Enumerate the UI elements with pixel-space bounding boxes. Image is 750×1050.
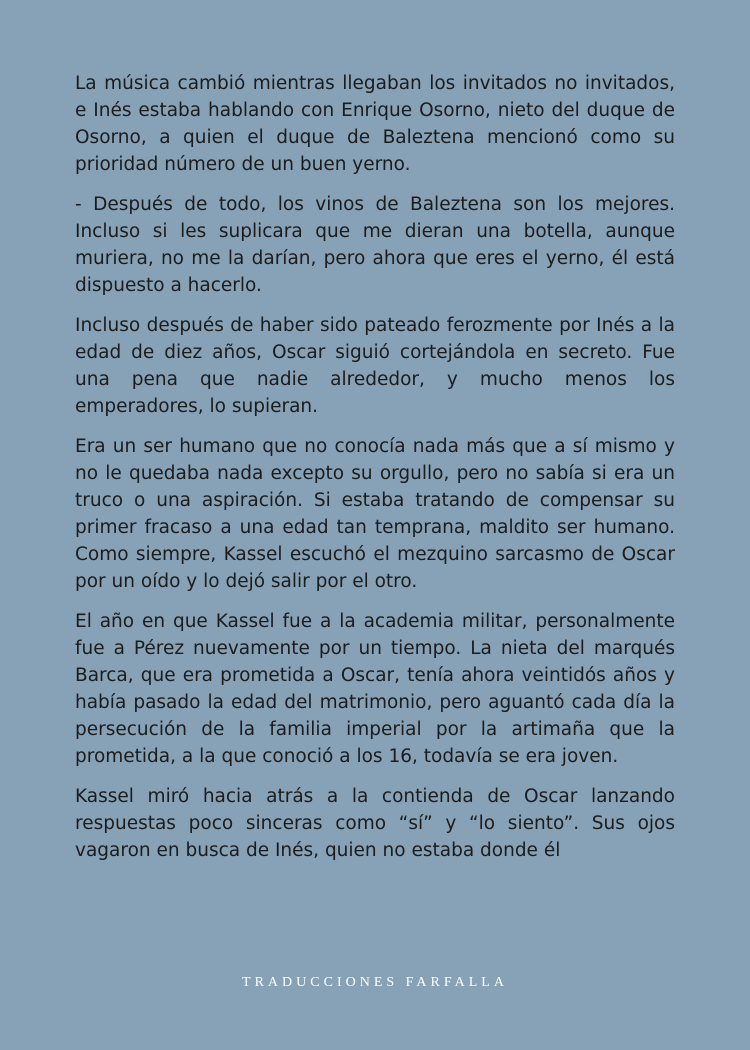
body-text [75, 70, 675, 877]
paragraph-6: Kassel miró hacia atrás a la contienda de Oscar lanzando respuestas poco sinceras como “sí” y “lo siento”. Sus ojos vagaron en busca de Inés, quien no estaba donde él [75, 786, 675, 861]
paragraph-1: La música cambió mientras llegaban los invitados no invitados, e Inés estaba hablando con Enrique Osorno, nieto del duque de Osorno, a quien el duque de Baleztena mencionó como su prioridad número de un buen yerno. [75, 73, 675, 175]
paragraph-4: Era un ser humano que no conocía nada más que a sí mismo y no le quedaba nada excepto su orgullo, pero no sabía si era un truco o una aspiración. Si estaba tratando de compensar su primer fracaso a una edad tan temprana, maldito ser humano. Como siempre, Kassel escuchó el mezquino sarcasmo de Oscar por un oído y lo dejó salir por el otro. [75, 436, 675, 592]
paragraph-2: - Después de todo, los vinos de Baleztena son los mejores. Incluso si les suplicara que me dieran una botella, aunque muriera, no me la darían, pero ahora que eres el yerno, él está dispuesto a hacerlo. [75, 194, 675, 296]
paragraph-3: Incluso después de haber sido pateado ferozmente por Inés a la edad de diez años, Oscar siguió cortejándola en secreto. Fue una pena que nadie alrededor, y mucho menos los emperadores, lo supieran. [75, 315, 675, 417]
paragraph-5: El año en que Kassel fue a la academia militar, personalmente fue a Pérez nuevamente por un tiempo. La nieta del marqués Barca, que era prometida a Oscar, tenía ahora veintidós años y había pasado la edad del matrimonio, pero aguantó cada día la persecución de la familia imperial por la artimaña que la prometida, a la que conoció a los 16, todavía se era joven. [75, 611, 675, 767]
footer-credit: TRADUCCIONES FARFALLA [242, 975, 508, 990]
